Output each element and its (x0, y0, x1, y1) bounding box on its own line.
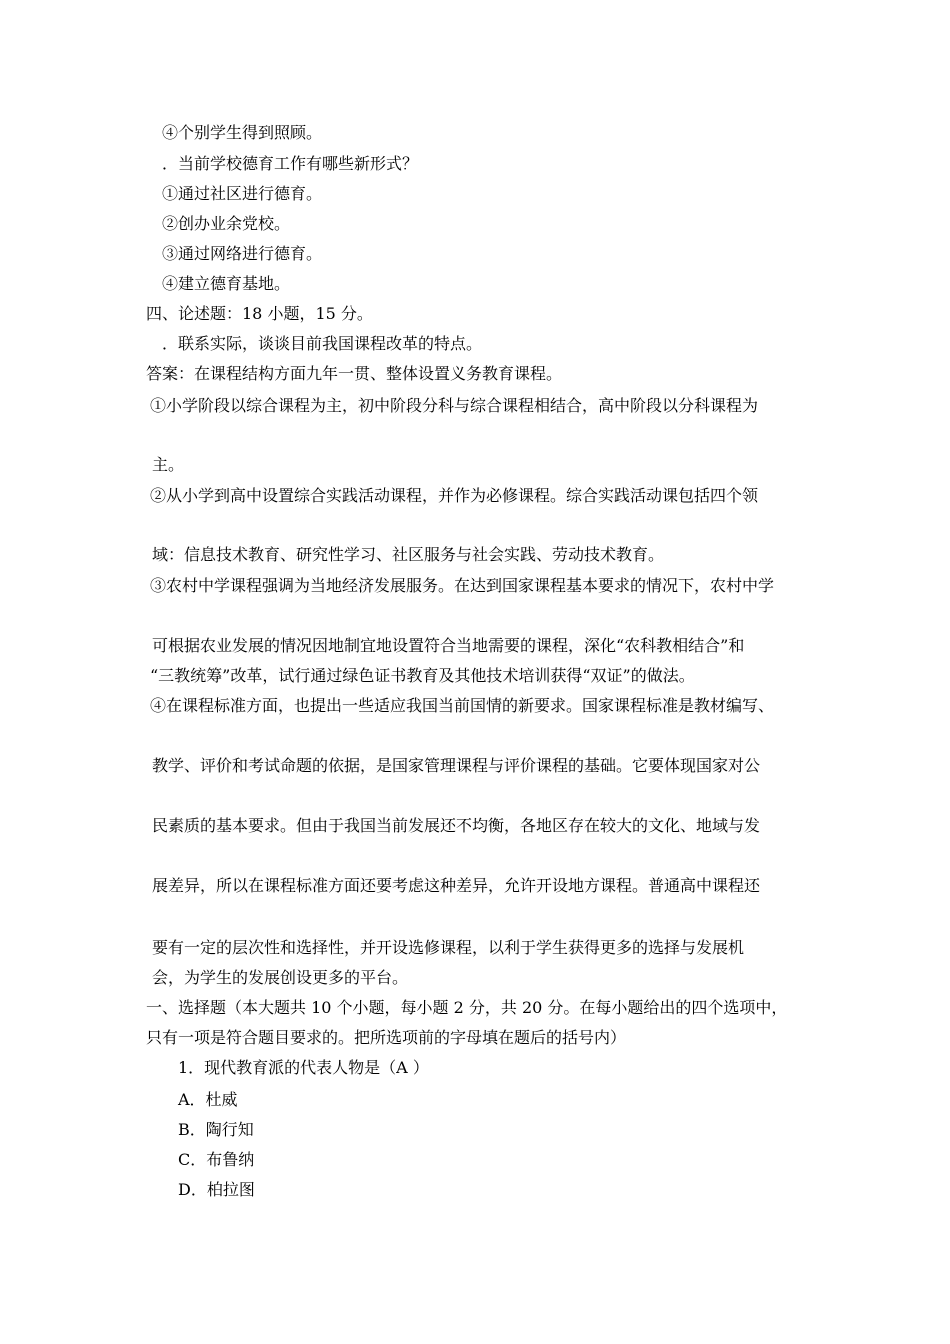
text-line: “三教统筹”改革，试行通过绿色证书教育及其他技术培训获得“双证”的做法。 (150, 666, 695, 685)
text-line: ①小学阶段以综合课程为主，初中阶段分科与综合课程相结合，高中阶段以分科课程为 (150, 396, 759, 415)
text-line: 要有一定的层次性和选择性，并开设选修课程，以利于学生获得更多的选择与发展机 (152, 938, 745, 957)
text-line: 教学、评价和考试命题的依据，是国家管理课程与评价课程的基础。它要体现国家对公 (152, 756, 761, 775)
option-c: C．布鲁纳 (178, 1150, 255, 1169)
question-line: ．当前学校德育工作有哪些新形式？ (162, 154, 419, 173)
text-line: ③通过网络进行德育。 (162, 244, 323, 263)
text-line: ④在课程标准方面，也提出一些适应我国当前国情的新要求。国家课程标准是教材编写、 (150, 696, 775, 715)
text-line: ④建立德育基地。 (162, 274, 291, 293)
section-heading: 四、论述题：18 小题，15 分。 (146, 304, 373, 323)
text-line: 可根据农业发展的情况因地制宜地设置符合当地需要的课程，深化“农科教相结合”和 (152, 636, 745, 655)
question-line: ．联系实际，谈谈目前我国课程改革的特点。 (162, 334, 483, 353)
question-line: 1．现代教育派的代表人物是（A ） (178, 1058, 429, 1077)
option-d: D．柏拉图 (178, 1180, 255, 1199)
text-line: 展差异，所以在课程标准方面还要考虑这种差异，允许开设地方课程。普通高中课程还 (152, 876, 761, 895)
text-line: 会，为学生的发展创设更多的平台。 (152, 968, 409, 987)
text-line: 主。 (152, 455, 185, 474)
option-a: A．杜威 (178, 1090, 238, 1109)
option-b: B．陶行知 (178, 1120, 254, 1139)
text-line: 域：信息技术教育、研究性学习、社区服务与社会实践、劳动技术教育。 (152, 545, 665, 564)
text-line: ①通过社区进行德育。 (162, 184, 323, 203)
instruction-line: 只有一项是符合题目要求的。把所选项前的字母填在题后的括号内） (146, 1028, 627, 1047)
text-line: ②创办业余党校。 (162, 214, 291, 233)
text-line: ③农村中学课程强调为当地经济发展服务。在达到国家课程基本要求的情况下，农村中学 (150, 576, 775, 595)
answer-line: 答案：在课程结构方面九年一贯、整体设置义务教育课程。 (146, 364, 563, 383)
text-line: 民素质的基本要求。但由于我国当前发展还不均衡，各地区存在较大的文化、地域与发 (152, 816, 761, 835)
section-heading: 一、选择题（本大题共 10 个小题，每小题 2 分，共 20 分。在每小题给出的四个选项中， (146, 998, 788, 1017)
text-line: ②从小学到高中设置综合实践活动课程，并作为必修课程。综合实践活动课包括四个领 (150, 486, 759, 505)
text-line: ④个别学生得到照顾。 (162, 123, 323, 142)
